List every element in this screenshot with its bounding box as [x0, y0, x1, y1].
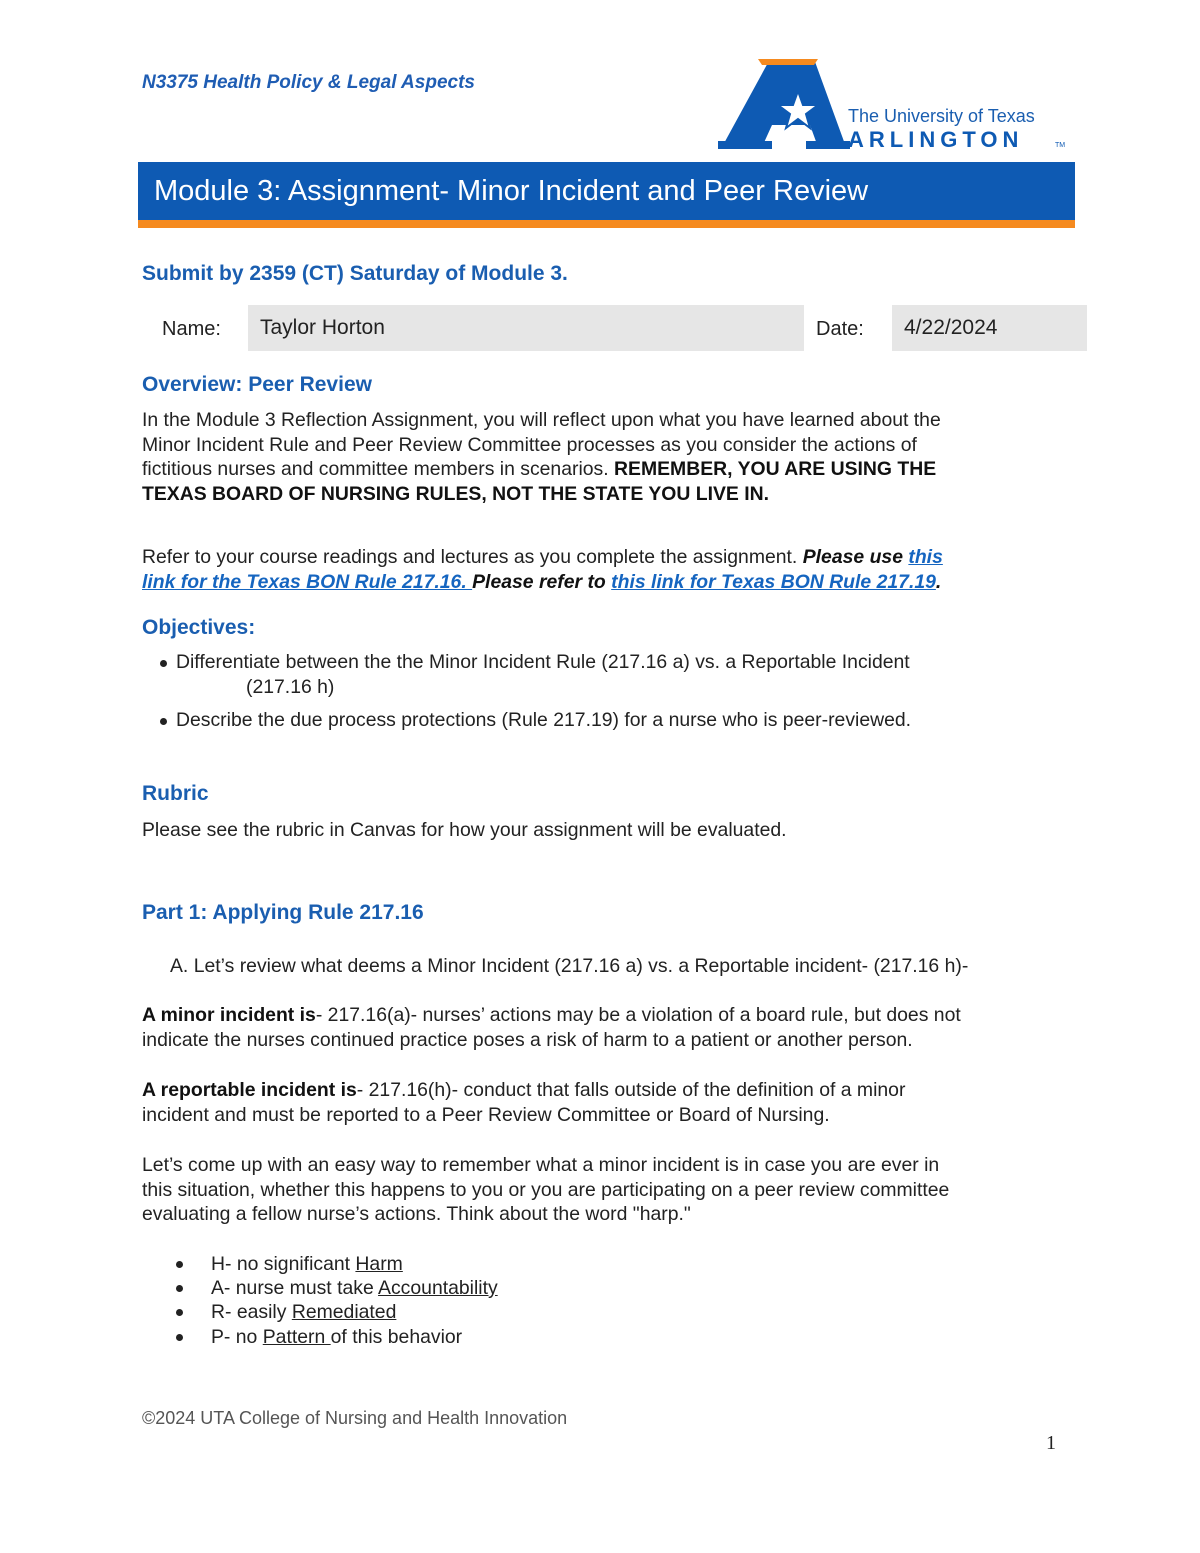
rubric-heading: Rubric [142, 782, 209, 805]
rubric-text: Please see the rubric in Canvas for how your assignment will be evaluated. [142, 819, 787, 841]
page-title: Module 3: Assignment- Minor Incident and Peer Review [154, 175, 869, 207]
overview-paragraph [142, 408, 941, 507]
name-field[interactable]: Taylor Horton [248, 305, 804, 351]
harp-intro-line: evaluating a fellow nurse’s actions. Think about the word "harp." [142, 1203, 691, 1226]
overview-emphasis: REMEMBER, YOU ARE USING THE [614, 458, 937, 481]
minor-incident-definition [142, 1003, 961, 1052]
objective-item [176, 650, 910, 699]
refer-line [142, 570, 943, 595]
harp-term: Accountability [378, 1277, 498, 1299]
logo-line2: ARLINGTON [848, 127, 1024, 152]
page-number: 1 [1046, 1432, 1056, 1454]
name-label: Name: [162, 318, 221, 340]
rule-217-16-link[interactable]: this [908, 546, 943, 568]
objectives-heading: Objectives: [142, 616, 256, 639]
harp-term: Pattern [262, 1326, 331, 1348]
logo-line1: The University of Texas [848, 106, 1035, 126]
definition-line: indicate the nurses continued practice poses a risk of harm to a patient or another person. [142, 1028, 913, 1051]
part1-item-a: A. Let’s review what deems a Minor Incident (217.16 a) vs. a Reportable incident- (217.16 h)- [170, 955, 969, 977]
logo-orange-swoosh [758, 59, 818, 65]
uta-logo [718, 55, 1078, 155]
logo-a-base-right [806, 141, 850, 149]
harp-item [211, 1276, 498, 1301]
part1-heading: Part 1: Applying Rule 217.16 [142, 901, 424, 924]
harp-prefix: P- no [211, 1326, 263, 1348]
footer-copyright: ©2024 UTA College of Nursing and Health Innovation [142, 1408, 568, 1428]
date-field[interactable]: 4/22/2024 [892, 305, 1087, 351]
rule-217-16-link[interactable]: link for the Texas BON Rule 217.16. [142, 570, 473, 593]
date-label: Date: [816, 318, 864, 340]
rule-217-19-link[interactable]: this link for Texas BON Rule 217.19 [611, 570, 936, 593]
definition-text: - 217.16(a)- nurses’ actions may be a violation of a board rule, but does not [315, 1004, 961, 1026]
harp-prefix: R- easily [211, 1301, 292, 1323]
refer-paragraph [142, 545, 943, 594]
bullet-icon [176, 1309, 183, 1316]
overview-emphasis: TEXAS BOARD OF NURSING RULES, NOT THE STATE YOU LIVE IN. [142, 483, 770, 506]
harp-prefix: A- nurse must take [211, 1277, 379, 1299]
reportable-incident-definition [142, 1078, 905, 1127]
harp-term: Remediated [291, 1301, 397, 1323]
overview-text: fictitious nurses and committee members in scenarios. [142, 458, 615, 481]
bullet-icon [160, 718, 167, 725]
harp-suffix: of this behavior [330, 1326, 463, 1348]
objective-text: (217.16 h) [246, 675, 335, 698]
definition-line [142, 1078, 905, 1103]
refer-text: Refer to your course readings and lectures as you complete the assignment. [142, 546, 803, 568]
submit-deadline: Submit by 2359 (CT) Saturday of Module 3. [142, 262, 568, 285]
title-banner-stripe [138, 220, 1075, 228]
definition-term: A minor incident is [142, 1004, 316, 1026]
harp-item [211, 1325, 462, 1350]
harp-prefix: H- no significant [211, 1253, 356, 1275]
refer-line [142, 545, 943, 570]
overview-line [142, 457, 941, 482]
refer-emphasis: Please refer to [472, 570, 612, 593]
bullet-icon [176, 1285, 183, 1292]
harp-intro [142, 1153, 949, 1227]
harp-intro-line: this situation, whether this happens to you or you are participating on a peer review committee [142, 1178, 950, 1201]
bullet-icon [176, 1334, 183, 1341]
bullet-icon [160, 660, 167, 667]
course-title: N3375 Health Policy & Legal Aspects [142, 72, 475, 93]
objective-text: Differentiate between the the Minor Incident Rule (217.16 a) vs. a Reportable Incident [176, 651, 910, 673]
harp-item [211, 1300, 396, 1325]
harp-intro-line: Let’s come up with an easy way to remember what a minor incident is in case you are ever in [142, 1154, 940, 1176]
overview-line [142, 482, 941, 507]
objective-item: Describe the due process protections (Rule 217.19) for a nurse who is peer-reviewed. [176, 709, 912, 731]
bullet-icon [176, 1261, 183, 1268]
refer-emphasis: Please use [802, 546, 909, 568]
definition-text: - 217.16(h)- conduct that falls outside of the definition of a minor [356, 1079, 906, 1101]
overview-heading: Overview: Peer Review [142, 373, 372, 396]
logo-a-shape [722, 59, 846, 147]
logo-a-base-left [718, 141, 772, 149]
logo-tm: TM [1055, 142, 1066, 149]
harp-item [211, 1252, 403, 1277]
harp-term: Harm [355, 1253, 403, 1275]
definition-line: incident and must be reported to a Peer Review Committee or Board of Nursing. [142, 1103, 830, 1126]
definition-term: A reportable incident is [142, 1079, 357, 1101]
definition-line [142, 1003, 961, 1028]
refer-period: . [935, 570, 942, 593]
overview-line: In the Module 3 Reflection Assignment, you will reflect upon what you have learned about the [142, 409, 941, 431]
overview-line: Minor Incident Rule and Peer Review Committee processes as you consider the actions of [142, 433, 917, 456]
